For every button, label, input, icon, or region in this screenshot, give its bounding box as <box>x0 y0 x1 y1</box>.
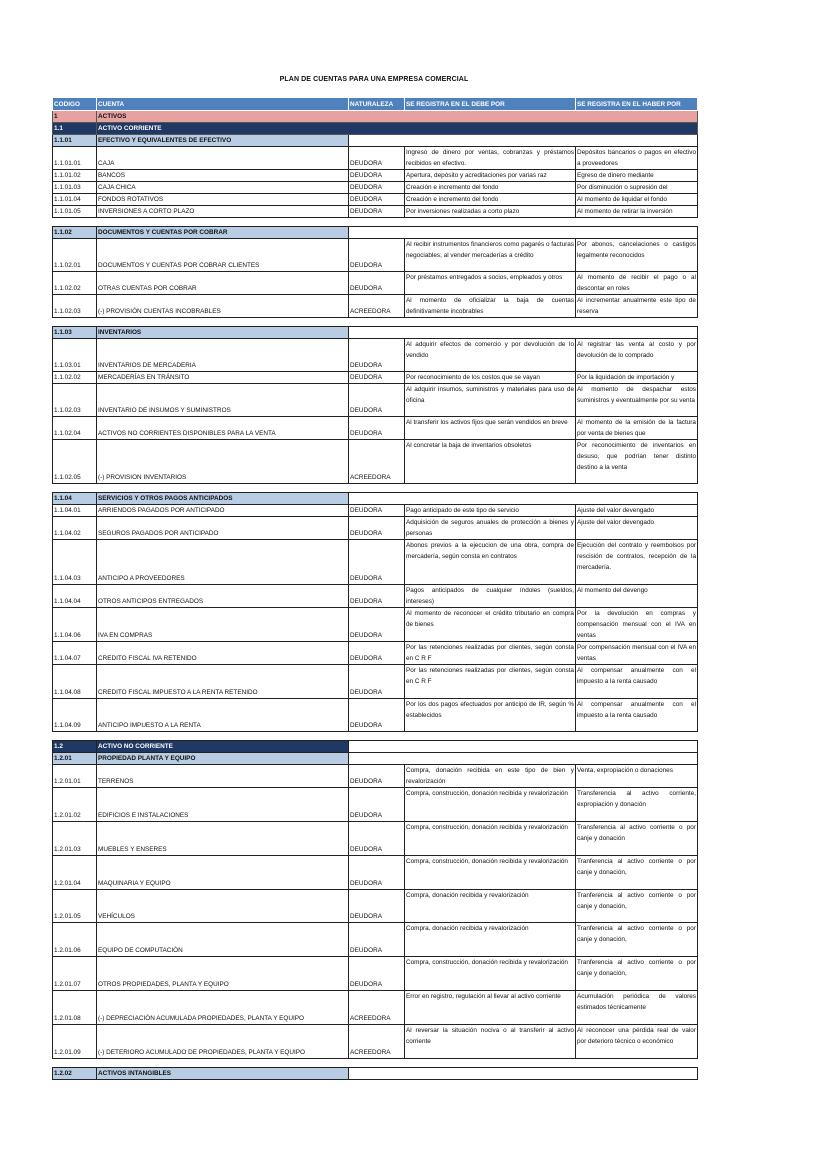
credit-description[interactable]: Egreso de dinero mediante <box>576 170 698 182</box>
account-code[interactable]: 1.1.04.02 <box>53 517 97 540</box>
account-row <box>53 665 698 699</box>
account-name[interactable]: (-) DEPRECIACIÓN ACUMULADA PROPIEDADES, PLANTA Y EQUIPO <box>97 991 349 1025</box>
account-row <box>53 699 698 732</box>
spacer-row <box>53 318 698 327</box>
account-row <box>53 923 698 957</box>
spacer-cell <box>53 732 698 741</box>
debit-description[interactable]: Por inversiones realizadas a corto plazo <box>405 206 576 218</box>
account-code[interactable]: 1.1 <box>53 123 97 135</box>
account-name[interactable]: ACTIVO CORRIENTE <box>97 123 698 135</box>
debit-description[interactable]: Al concretar la baja de inventarios obsoletos <box>405 440 576 484</box>
chart-of-accounts-sheet <box>52 97 697 1080</box>
account-row <box>53 440 698 484</box>
credit-description[interactable]: Tranferencia al activo corriente o por canje y donación, <box>576 856 698 890</box>
account-code[interactable]: 1.1.02.02 <box>53 272 97 295</box>
account-nature[interactable]: DEUDORA <box>349 194 405 206</box>
account-name[interactable]: (-) PROVISION INVENTARIOS <box>97 440 349 484</box>
credit-description[interactable]: Por compensación mensual con el IVA en ventas <box>576 642 698 665</box>
account-name[interactable]: ACTIVO NO CORRIENTE <box>97 741 349 753</box>
header-nature[interactable]: NATURALEZA <box>349 98 405 111</box>
account-code[interactable]: 1.1.03.01 <box>53 339 97 372</box>
debit-description[interactable]: Por reconocimiento de los costos que se vayan <box>405 372 576 384</box>
header-row <box>53 98 698 111</box>
account-nature[interactable]: DEUDORA <box>349 372 405 384</box>
credit-description[interactable]: Al registrar las venta al costo y por devolución de lo comprado <box>576 339 698 372</box>
account-code[interactable]: 1.2.01.07 <box>53 957 97 991</box>
account-code[interactable]: 1.1.04.04 <box>53 585 97 608</box>
credit-description[interactable]: Por abonos, cancelaciones o castigos legalmente reconocidos <box>576 239 698 272</box>
account-row <box>53 856 698 890</box>
account-row <box>53 585 698 608</box>
debit-description[interactable]: Compra, donación recibida y revalorización <box>405 923 576 957</box>
debit-description[interactable]: Compra, construcción, donación recibida y revalorización <box>405 856 576 890</box>
account-name[interactable]: VEHÍCULOS <box>97 890 349 923</box>
account-code[interactable]: 1.2.01.05 <box>53 890 97 923</box>
debit-description[interactable]: Ingreso de dinero por ventas, cobranzas y préstamos recibidos en efectivo. <box>405 147 576 170</box>
header-debe[interactable]: SE REGISTRA EN EL DEBE POR <box>405 98 576 111</box>
credit-description[interactable]: Al momento de retirar la inversión <box>576 206 698 218</box>
account-row <box>53 788 698 822</box>
account-row <box>53 517 698 540</box>
account-name[interactable]: (-) PROVISIÓN CUENTAS INCOBRABLES <box>97 295 349 318</box>
account-code[interactable]: 1.2.02 <box>53 1068 97 1080</box>
account-nature[interactable]: DEUDORA <box>349 665 405 699</box>
account-nature[interactable]: DEUDORA <box>349 170 405 182</box>
account-code[interactable]: 1.1.04 <box>53 493 97 505</box>
account-row <box>53 339 698 372</box>
header-code[interactable]: CODIGO <box>53 98 97 111</box>
account-name[interactable]: OTROS ANTICIPOS ENTREGADOS <box>97 585 349 608</box>
credit-description[interactable]: Depósitos bancarios o pagos en efectivo a proveedores <box>576 147 698 170</box>
account-code[interactable]: 1.2.01 <box>53 753 97 765</box>
account-code[interactable]: 1.2.01.01 <box>53 765 97 788</box>
account-code[interactable]: 1.1.01.01 <box>53 147 97 170</box>
account-name[interactable]: DOCUMENTOS Y CUENTAS POR COBRAR <box>97 227 349 239</box>
account-row <box>53 206 698 218</box>
account-name[interactable]: IVA EN COMPRAS <box>97 608 349 642</box>
debit-description[interactable]: Al recibir instrumentos financieros como pagarés o facturas negociables, al vender mercaderías a crédito <box>405 239 576 272</box>
account-name[interactable]: ACTIVOS NO CORRIENTES DISPONIBLES PARA LA VENTA <box>97 417 349 440</box>
account-row <box>53 194 698 206</box>
account-name[interactable]: DOCUMENTOS Y CUENTAS POR COBRAR CLIENTES <box>97 239 349 272</box>
debit-description[interactable]: Al momento de oficializar la baja de cuentas definitivamente incobrables <box>405 295 576 318</box>
debit-description[interactable]: Error en registro, regulación al llevar al activo corriente <box>405 991 576 1025</box>
header-name[interactable]: CUENTA <box>97 98 349 111</box>
spacer-row <box>53 484 698 493</box>
debit-description[interactable]: Al momento de reconocer el crédito tributario en compra de bienes <box>405 608 576 642</box>
account-nature[interactable]: DEUDORA <box>349 699 405 732</box>
subgroup-row <box>53 493 698 505</box>
account-code[interactable]: 1.1.02.05 <box>53 440 97 484</box>
account-name[interactable]: INVENTARIO DE INSUMOS Y SUMINISTROS <box>97 384 349 417</box>
empty-cell[interactable] <box>349 327 698 339</box>
credit-description[interactable]: Al momento del devengo <box>576 585 698 608</box>
spacer-row <box>53 732 698 741</box>
account-name[interactable]: SEGUROS PAGADOS POR ANTICIPADO <box>97 517 349 540</box>
account-name[interactable]: EQUIPO DE COMPUTACIÓN <box>97 923 349 957</box>
account-name[interactable]: ARRIENDOS PAGADOS POR ANTICIPADO <box>97 505 349 517</box>
subgroup-row <box>53 135 698 147</box>
credit-description[interactable]: Ajuste del valor devengado <box>576 505 698 517</box>
debit-description[interactable]: Por préstamos entregados a socios, empleados y otros <box>405 272 576 295</box>
debit-description[interactable]: Compra, construcción, donación recibida y revalorización <box>405 788 576 822</box>
account-name[interactable]: EFECTIVO Y EQUIVALENTES DE EFECTIVO <box>97 135 349 147</box>
account-nature[interactable]: DEUDORA <box>349 272 405 295</box>
account-code[interactable]: 1.1.04.03 <box>53 540 97 585</box>
account-nature[interactable]: DEUDORA <box>349 505 405 517</box>
credit-description[interactable]: Tranferencia al activo corriente o por canje y donación, <box>576 957 698 991</box>
accounts-table <box>52 97 698 1080</box>
credit-description[interactable]: Tranferencia al activo corriente o por canje y donación, <box>576 923 698 957</box>
account-row <box>53 182 698 194</box>
account-nature[interactable]: ACREEDORA <box>349 440 405 484</box>
debit-description[interactable]: Al transferir los activos fijos que serán vendidos en breve <box>405 417 576 440</box>
account-code[interactable]: 1.2.01.08 <box>53 991 97 1025</box>
debit-description[interactable]: Compra, donación recibida y revalorización <box>405 890 576 923</box>
debit-description[interactable]: Al adquirir efectos de comercio y por devolución de lo vendido <box>405 339 576 372</box>
subgroup-row <box>53 227 698 239</box>
account-code[interactable]: 1.1.01.03 <box>53 182 97 194</box>
credit-description[interactable]: Al compensar anualmente con el impuesto a la renta causado <box>576 699 698 732</box>
debit-description[interactable]: Apertura, depósito y acreditaciones por varias raz <box>405 170 576 182</box>
account-row <box>53 372 698 384</box>
empty-cell[interactable] <box>349 493 698 505</box>
account-row <box>53 642 698 665</box>
account-name[interactable]: INVERSIONES A CORTO PLAZO <box>97 206 349 218</box>
account-nature[interactable]: DEUDORA <box>349 822 405 856</box>
group-row-activo-corriente <box>53 123 698 135</box>
account-code[interactable]: 1.1.01 <box>53 135 97 147</box>
account-code[interactable]: 1.2.01.04 <box>53 856 97 890</box>
debit-description[interactable]: Abonos previos a la ejecucion de una obra, compra de mercadería, según consta en contratos <box>405 540 576 585</box>
account-code[interactable]: 1.1.04.06 <box>53 608 97 642</box>
account-nature[interactable]: DEUDORA <box>349 417 405 440</box>
account-nature[interactable]: ACREEDORA <box>349 295 405 318</box>
account-name[interactable]: FONDOS ROTATIVOS <box>97 194 349 206</box>
spacer-cell <box>53 318 698 327</box>
subgroup-row <box>53 1068 698 1080</box>
debit-description[interactable]: Compra, donación recibida en este tipo de bien y revalorización <box>405 765 576 788</box>
account-row <box>53 147 698 170</box>
account-nature[interactable]: DEUDORA <box>349 890 405 923</box>
account-code[interactable]: 1.2.01.03 <box>53 822 97 856</box>
credit-description[interactable]: Al momento de recibir el pago o al descontar en roles <box>576 272 698 295</box>
account-code[interactable]: 1.1.02.01 <box>53 239 97 272</box>
credit-description[interactable]: Al momento de despachar estos suministros y eventualmente por su venta <box>576 384 698 417</box>
account-nature[interactable]: DEUDORA <box>349 788 405 822</box>
account-code[interactable]: 1.1.04.07 <box>53 642 97 665</box>
account-code[interactable]: 1.1.03 <box>53 327 97 339</box>
credit-description[interactable]: Por reconocimiento de inventarios en desuso, que podrían tener distinto destino a la venta <box>576 440 698 484</box>
credit-description[interactable]: Por disminución o supresión del <box>576 182 698 194</box>
account-nature[interactable]: DEUDORA <box>349 765 405 788</box>
debit-description[interactable]: Al reversar la situación nociva o al transferir al activo corriente <box>405 1025 576 1059</box>
empty-cell[interactable] <box>349 741 698 753</box>
class-row-activos <box>53 111 698 123</box>
account-code[interactable]: 1.2.01.02 <box>53 788 97 822</box>
credit-description[interactable]: Acumulación periódica de valores estimados técnicamente <box>576 991 698 1025</box>
credit-description[interactable]: Ajuste del valor devengado <box>576 517 698 540</box>
account-code[interactable]: 1.1.01.02 <box>53 170 97 182</box>
account-name[interactable]: PROPIEDAD PLANTA Y EQUIPO <box>97 753 349 765</box>
empty-cell[interactable] <box>349 1068 698 1080</box>
account-code[interactable]: 1.1.02 <box>53 227 97 239</box>
account-row <box>53 1025 698 1059</box>
subgroup-row <box>53 753 698 765</box>
debit-description[interactable]: Adquisición de seguros anuales de protección a bienes y personas <box>405 517 576 540</box>
credit-description[interactable]: Por la liquidación de importación y <box>576 372 698 384</box>
account-nature[interactable]: DEUDORA <box>349 147 405 170</box>
account-name[interactable]: CAJA <box>97 147 349 170</box>
account-nature[interactable]: DEUDORA <box>349 608 405 642</box>
account-nature[interactable]: DEUDORA <box>349 517 405 540</box>
account-nature[interactable]: DEUDORA <box>349 585 405 608</box>
credit-description[interactable]: Al incrementar anualmente este tipo de reserva <box>576 295 698 318</box>
account-code[interactable]: 1.2.01.06 <box>53 923 97 957</box>
account-name[interactable]: ANTICIPO IMPUESTO A LA RENTA <box>97 699 349 732</box>
account-nature[interactable]: DEUDORA <box>349 239 405 272</box>
account-name[interactable]: OTROS PROPIEDADES, PLANTA Y EQUIPO <box>97 957 349 991</box>
account-row <box>53 384 698 417</box>
account-row <box>53 272 698 295</box>
debit-description[interactable]: Creación e incremento del fondo <box>405 182 576 194</box>
account-nature[interactable]: DEUDORA <box>349 856 405 890</box>
account-nature[interactable]: DEUDORA <box>349 540 405 585</box>
debit-description[interactable]: Al adquirir insumos, suministros y materiales para uso de oficina <box>405 384 576 417</box>
debit-description[interactable]: Pagos anticipados de cualquier índoles (sueldos, intereses) <box>405 585 576 608</box>
account-code[interactable]: 1 <box>53 111 97 123</box>
account-row <box>53 417 698 440</box>
account-code[interactable]: 1.1.02.03 <box>53 384 97 417</box>
account-row <box>53 991 698 1025</box>
account-name[interactable]: SERVICIOS Y OTROS PAGOS ANTICIPADOS <box>97 493 349 505</box>
account-row <box>53 295 698 318</box>
account-row <box>53 822 698 856</box>
account-code[interactable]: 1.1.01.05 <box>53 206 97 218</box>
account-row <box>53 505 698 517</box>
subgroup-row <box>53 327 698 339</box>
spacer-row <box>53 1059 698 1068</box>
account-name[interactable]: (-) DETERIORO ACUMULADO DE PROPIEDADES, PLANTA Y EQUIPO <box>97 1025 349 1059</box>
account-name[interactable]: MAQUINARIA Y EQUIPO <box>97 856 349 890</box>
credit-description[interactable]: Al momento de liquidar el fondo <box>576 194 698 206</box>
credit-description[interactable]: Por la devolución en compras y compensación mensual con el IVA en ventas <box>576 608 698 642</box>
account-nature[interactable]: DEUDORA <box>349 339 405 372</box>
debit-description[interactable]: Compra, construcción, donación recibida y revalorización <box>405 822 576 856</box>
credit-description[interactable]: Al reconocer una pérdida real de valor por deterioro técnico o económico <box>576 1025 698 1059</box>
account-name[interactable]: ACTIVOS <box>97 111 698 123</box>
account-nature[interactable]: DEUDORA <box>349 182 405 194</box>
account-name[interactable]: CREDITO FISCAL IVA RETENIDO <box>97 642 349 665</box>
account-name[interactable]: TERRENOS <box>97 765 349 788</box>
header-haber[interactable]: SE REGISTRA EN EL HABER POR <box>576 98 698 111</box>
account-name[interactable]: EDIFICIOS E INSTALACIONES <box>97 788 349 822</box>
account-nature[interactable]: DEUDORA <box>349 923 405 957</box>
debit-description[interactable]: Creación e incremento del fondo <box>405 194 576 206</box>
account-name[interactable]: ANTICIPO A PROVEEDORES <box>97 540 349 585</box>
account-row <box>53 890 698 923</box>
account-name[interactable]: CAJA CHICA <box>97 182 349 194</box>
spacer-cell <box>53 218 698 227</box>
credit-description[interactable]: Tranferencia al activo corriente o por canje y donación, <box>576 890 698 923</box>
empty-cell[interactable] <box>349 753 698 765</box>
account-row <box>53 765 698 788</box>
account-name[interactable]: ACTIVOS INTANGIBLES <box>97 1068 349 1080</box>
debit-description[interactable]: Pago anticipado de este tipo de servicio <box>405 505 576 517</box>
account-code[interactable]: 1.1.02.04 <box>53 417 97 440</box>
document-title: PLAN DE CUENTAS PARA UNA EMPRESA COMERCIAL <box>279 76 469 83</box>
account-nature[interactable]: ACREEDORA <box>349 991 405 1025</box>
debit-description[interactable]: Compra, construcción, donación recibida y revalorización <box>405 957 576 991</box>
account-name[interactable]: OTRAS CUENTAS POR COBRAR <box>97 272 349 295</box>
spacer-cell <box>53 484 698 493</box>
account-nature[interactable]: DEUDORA <box>349 206 405 218</box>
account-nature[interactable]: DEUDORA <box>349 642 405 665</box>
empty-cell[interactable] <box>349 135 698 147</box>
account-name[interactable]: INVENTARIOS <box>97 327 349 339</box>
account-code[interactable]: 1.1.02.03 <box>53 295 97 318</box>
account-code[interactable]: 1.2.01.09 <box>53 1025 97 1059</box>
group-row <box>53 741 698 753</box>
credit-description[interactable]: Transferencia al activo corriente o por canje y donación <box>576 822 698 856</box>
account-code[interactable]: 1.1.02.02 <box>53 372 97 384</box>
account-code[interactable]: 1.1.04.08 <box>53 665 97 699</box>
account-nature[interactable]: DEUDORA <box>349 384 405 417</box>
spacer-cell <box>53 1059 698 1068</box>
account-row <box>53 608 698 642</box>
account-name[interactable]: CREDITO FISCAL IMPUESTO A LA RENTA RETENIDO <box>97 665 349 699</box>
debit-description[interactable]: Por las retenciones realizadas por clientes, según consta en C R F <box>405 665 576 699</box>
account-row <box>53 170 698 182</box>
account-nature[interactable]: DEUDORA <box>349 957 405 991</box>
account-code[interactable]: 1.1.01.04 <box>53 194 97 206</box>
credit-description[interactable]: Ejecución del contrato y reembolsos por rescisión de contratos, recepción de la mercadería. <box>576 540 698 585</box>
account-code[interactable]: 1.1.04.01 <box>53 505 97 517</box>
credit-description[interactable]: Al compensar anualmente con el impuesto a la renta causado <box>576 665 698 699</box>
empty-cell[interactable] <box>349 227 698 239</box>
debit-description[interactable]: Por los dos pagos efectuados por anticipo de IR, según % establecidos <box>405 699 576 732</box>
debit-description[interactable]: Por las retenciones realizadas por clientes, según consta en C R F <box>405 642 576 665</box>
account-code[interactable]: 1.1.04.09 <box>53 699 97 732</box>
account-name[interactable]: MUEBLES Y ENSERES <box>97 822 349 856</box>
credit-description[interactable]: Venta, expropiación o donaciones <box>576 765 698 788</box>
account-name[interactable]: INVENTARIOS DE MERCADERIA <box>97 339 349 372</box>
account-name[interactable]: MERCADERÍAS EN TRÁNSITO <box>97 372 349 384</box>
credit-description[interactable]: Transferencia al activo corriente, expropiación y donación <box>576 788 698 822</box>
account-row <box>53 239 698 272</box>
account-row <box>53 540 698 585</box>
account-name[interactable]: BANCOS <box>97 170 349 182</box>
account-nature[interactable]: ACREEDORA <box>349 1025 405 1059</box>
credit-description[interactable]: Al momento de la emisión de la factura por venta de bienes que <box>576 417 698 440</box>
account-row <box>53 957 698 991</box>
spacer-row <box>53 218 698 227</box>
account-code[interactable]: 1.2 <box>53 741 97 753</box>
